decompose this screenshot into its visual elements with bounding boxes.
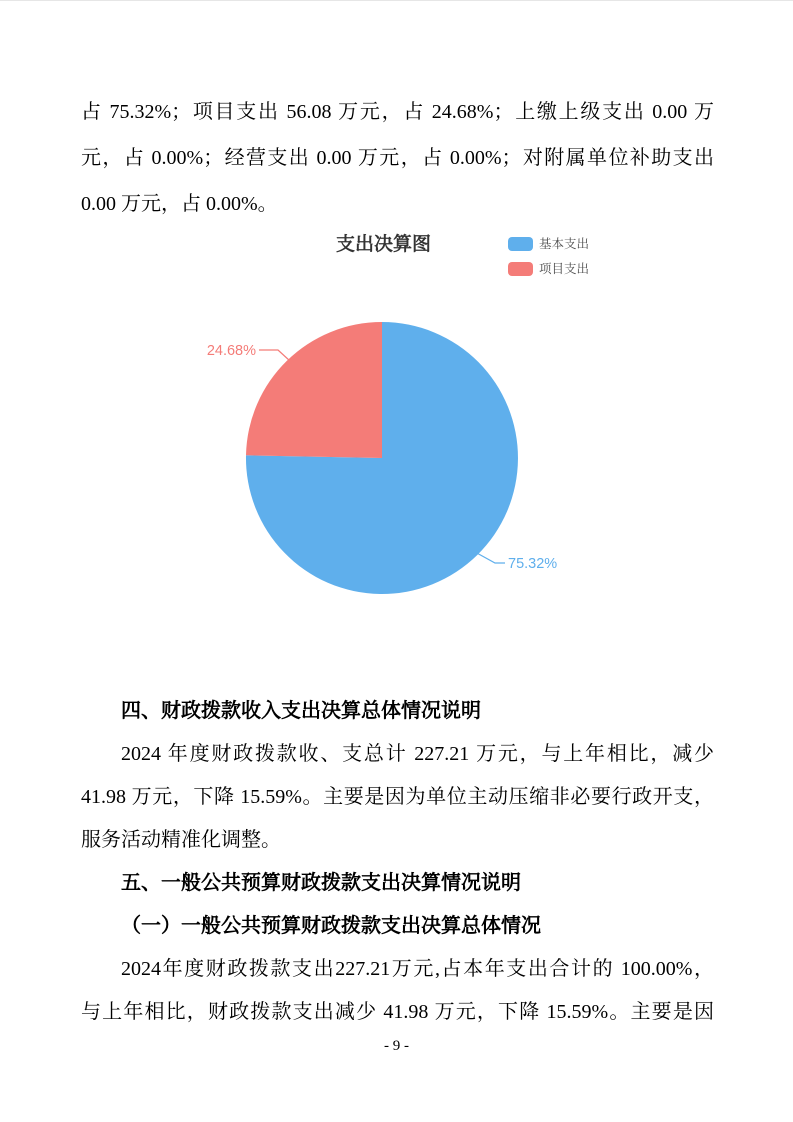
legend-label: 基本支出	[539, 237, 590, 251]
section-heading-5: 五、一般公共预算财政拨款支出决算情况说明	[121, 872, 521, 894]
legend-swatch-red-icon	[508, 262, 533, 276]
pie-label-basic: 75.32%	[508, 556, 558, 572]
section4-paragraph-line: 服务活动精准化调整。	[81, 829, 281, 851]
expenditure-pie-chart	[180, 300, 580, 610]
section4-paragraph-line: 2024 年度财政拨款收、支总计 227.21 万元，与上年相比，减少	[121, 743, 714, 765]
section4-paragraph-line: 41.98 万元，下降 15.59%。主要是因为单位主动压缩非必要行政开支，	[81, 786, 714, 808]
legend-item-basic-expenditure	[508, 237, 589, 251]
intro-paragraph	[81, 89, 714, 227]
main-text	[81, 690, 714, 1034]
leader-line-basic	[475, 552, 505, 563]
section-heading-5-1: （一）一般公共预算财政拨款支出决算总体情况	[121, 915, 541, 937]
intro-line: 占 75.32%；项目支出 56.08 万元，占 24.68%；上缴上级支出 0.00 万	[81, 101, 714, 123]
pie-label-project: 24.68%	[206, 343, 256, 359]
section-heading-4: 四、财政拨款收入支出决算总体情况说明	[121, 700, 481, 722]
legend-swatch-blue-icon	[508, 237, 533, 251]
section5-paragraph-line: 与上年相比，财政拨款支出减少 41.98 万元，下降 15.59%。主要是因	[81, 1001, 714, 1023]
intro-line: 0.00 万元，占 0.00%。	[81, 193, 278, 215]
section5-paragraph-line: 2024年度财政拨款支出227.21万元,占本年支出合计的 100.00%，	[121, 958, 714, 980]
chart-title: 支出决算图	[336, 234, 432, 255]
page-number: - 9 -	[384, 1038, 409, 1054]
pie-slice-project-expenditure	[246, 322, 382, 458]
chart-legend	[508, 237, 589, 287]
legend-label: 项目支出	[539, 262, 590, 276]
leader-line-project	[259, 350, 290, 361]
intro-line: 元，占 0.00%；经营支出 0.00 万元，占 0.00%；对附属单位补助支出	[81, 147, 714, 169]
page-top-divider	[0, 0, 793, 1]
legend-item-project-expenditure	[508, 262, 589, 276]
